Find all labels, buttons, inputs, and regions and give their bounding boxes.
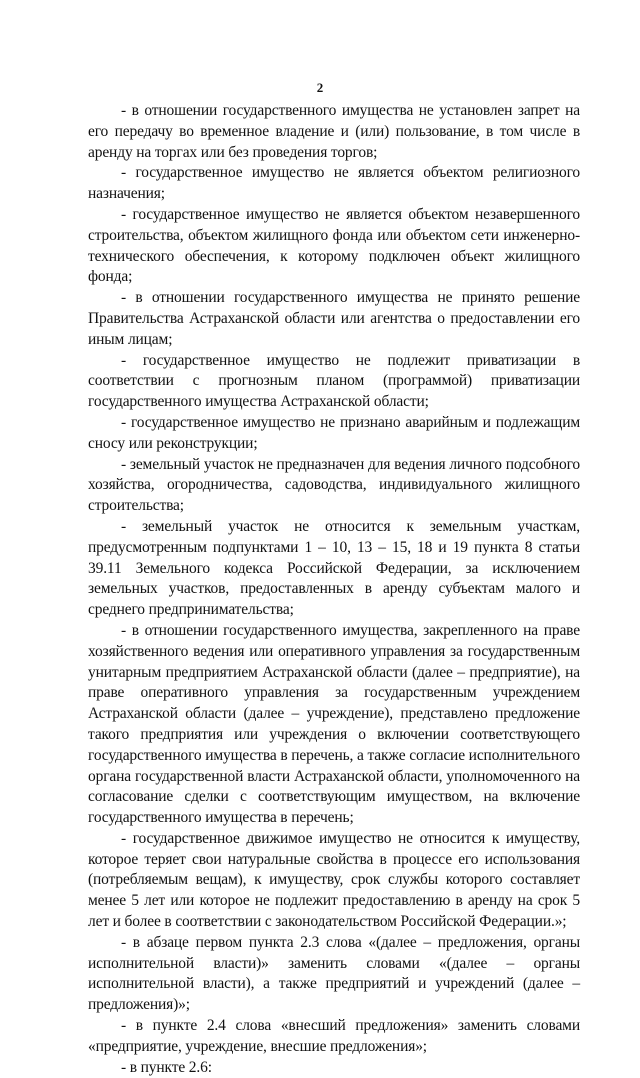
document-body: [88, 101, 580, 1078]
paragraph: - земельный участок не предназначен для ведения личного подсобного хозяйства, огородничества, садоводства, индивидуального жилищного строительства;: [88, 455, 580, 515]
page-number: 2: [316, 80, 324, 95]
paragraph: - в пункте 2.6:: [121, 1058, 212, 1076]
paragraph: - государственное имущество не признано аварийным и подлежащим сносу или реконструкции;: [88, 413, 580, 452]
paragraph: - в абзаце первом пункта 2.3 слова «(далее – предложения, органы исполнительной власти)» заменить словами «(далее – органы исполнительной власти), а также предприятий и учреждений (далее – предложения)»;: [88, 933, 580, 1014]
paragraph: - государственное имущество не подлежит приватизации в соответствии с прогнозным планом (программой) приватизации государственного имущества Астраханской области;: [88, 351, 580, 411]
paragraph: - государственное движимое имущество не относится к имуществу, которое теряет свои натуральные свойства в процессе его использования (потребляемым вещам), к имуществу, срок службы которого составляет менее 5 лет или которое не подлежит предоставлению в аренду на срок 5 лет и более в соответствии с законодательством Российской Федерации.»;: [88, 829, 580, 931]
paragraph: - в отношении государственного имущества, закрепленного на праве хозяйственного ведения или оперативного управления за государственным унитарным предприятием Астраханской области (далее – предприятие), на праве оперативного управления за государственным учреждением Астраханской области (далее – учреждение), представлено предложение такого предприятия или учреждения о включении соответствующего государственного имущества в перечень, а также согласие исполнительного органа государственной власти Астраханской области, уполномоченного на согласование сделки с соответствующим имуществом, на включение государственного имущества в перечень;: [88, 621, 580, 827]
paragraph: - в отношении государственного имущества не установлен запрет на его передачу во временное владение и (или) пользование, в том числе в аренду на торгах или без проведения торгов;: [88, 102, 580, 161]
paragraph: - земельный участок не относится к земельным участкам, предусмотренным подпунктами 1 – 10, 13 – 15, 18 и 19 пункта 8 статьи 39.11 Земельного кодекса Российской Федерации, за исключением земельных участков, предоставленных в аренду субъектам малого и среднего предпринимательства;: [88, 517, 580, 619]
paragraph: - в пункте 2.4 слова «внесший предложения» заменить словами «предприятие, учреждение, внесшие предложения»;: [88, 1017, 580, 1055]
paragraph: - государственное имущество не является объектом религиозного назначения;: [88, 164, 580, 203]
paragraph: - в отношении государственного имущества не принято решение Правительства Астраханской области или агентства о предоставлении его иным лицам;: [88, 289, 580, 348]
paragraph: - государственное имущество не является объектом незавершенного строительства, объектом жилищного фонда или объектом сети инженерно-технического обеспечения, к которому подключен объект жилищного фонда;: [88, 205, 580, 286]
